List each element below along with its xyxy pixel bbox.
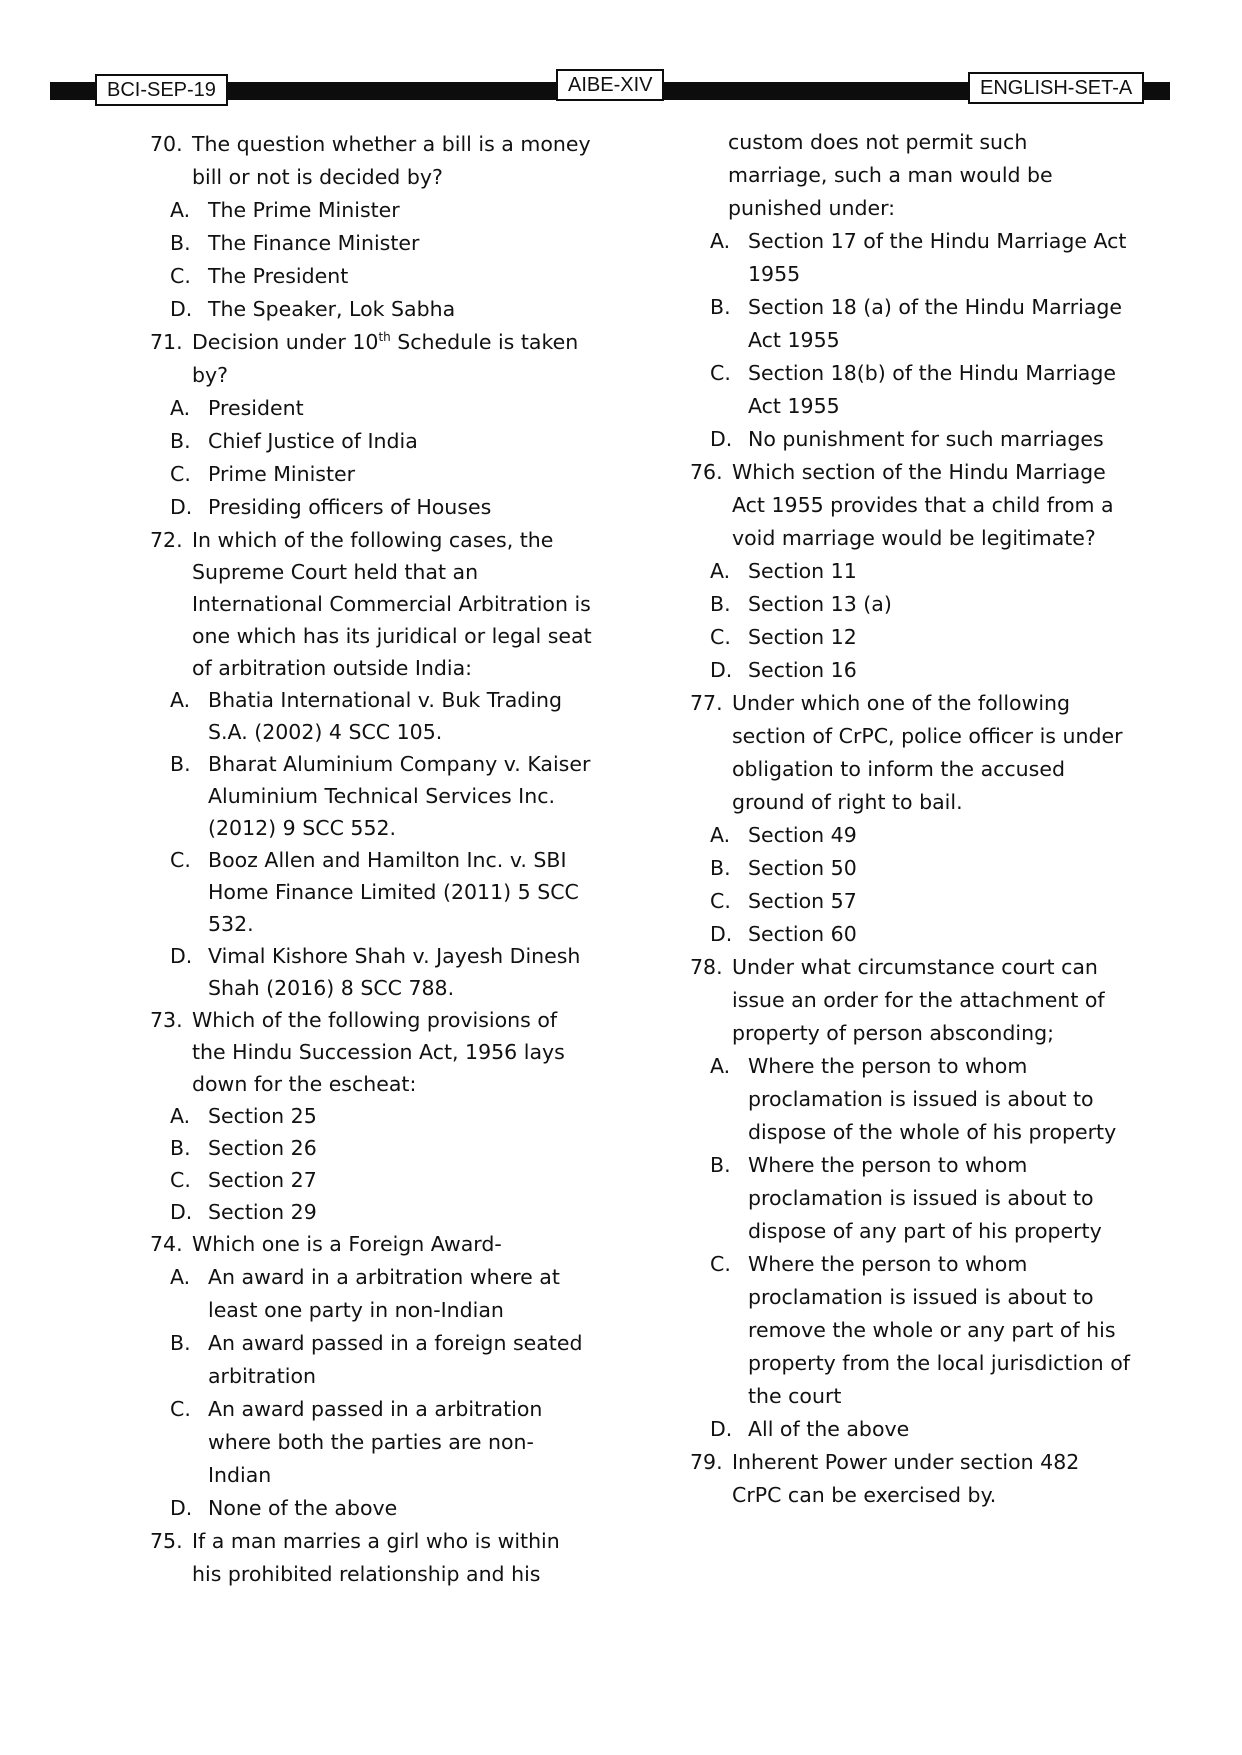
question-text: 79. Inherent Power under section 482 CrPC can be exercised by. bbox=[690, 1446, 1130, 1512]
option-d: D. Section 16 bbox=[710, 658, 857, 682]
header-set: ENGLISH-SET-A bbox=[968, 72, 1144, 104]
question-continuation: custom does not permit such marriage, such a man would be punished under: bbox=[728, 130, 1053, 220]
question-text: 75. If a man marries a girl who is within his prohibited relationship and his bbox=[150, 1525, 595, 1591]
question-text: 74. Which one is a Foreign Award- bbox=[150, 1228, 595, 1261]
option-a: A. President bbox=[170, 396, 304, 420]
question-78 bbox=[690, 951, 1130, 1446]
question-number: 73. bbox=[150, 1008, 183, 1032]
header-exam: AIBE-XIV bbox=[556, 69, 664, 101]
option-d: D. All of the above bbox=[710, 1417, 910, 1441]
question-text: 78. Under what circumstance court can issue an order for the attachment of property of person absconding; bbox=[690, 951, 1130, 1050]
option-c: C. Section 18(b) of the Hindu Marriage Act 1955 bbox=[710, 361, 1116, 418]
option-a: A. Section 17 of the Hindu Marriage Act 1955 bbox=[710, 229, 1127, 286]
question-number: 72. bbox=[150, 528, 183, 552]
question-text: 77. Under which one of the following section of CrPC, police officer is under obligation to inform the accused ground of right to bail. bbox=[690, 687, 1130, 819]
question-79 bbox=[690, 1446, 1130, 1512]
option-c: C. Booz Allen and Hamilton Inc. v. SBI Home Finance Limited (2011) 5 SCC 532. bbox=[170, 848, 579, 936]
option-a: A. Section 25 bbox=[170, 1104, 317, 1128]
option-c: C. Section 12 bbox=[710, 625, 857, 649]
question-75-continued bbox=[690, 126, 1130, 456]
option-b: B. The Finance Minister bbox=[170, 231, 420, 255]
left-column bbox=[150, 128, 595, 1591]
option-b: B. Where the person to whom proclamation is issued is about to dispose of any part of his property bbox=[710, 1153, 1102, 1243]
option-a: A. Where the person to whom proclamation is issued is about to dispose of the whole of his property bbox=[710, 1054, 1117, 1144]
question-text: 73. Which of the following provisions of the Hindu Succession Act, 1956 lays down for the escheat: bbox=[150, 1004, 595, 1100]
option-b: B. Section 50 bbox=[710, 856, 857, 880]
option-c: C. Section 27 bbox=[170, 1168, 317, 1192]
option-b: B. An award passed in a foreign seated arbitration bbox=[170, 1331, 583, 1388]
option-c: C. The President bbox=[170, 264, 349, 288]
header-code: BCI-SEP-19 bbox=[95, 74, 228, 106]
option-c: C. Section 57 bbox=[710, 889, 857, 913]
option-d: D. None of the above bbox=[170, 1496, 398, 1520]
option-d: D. Vimal Kishore Shah v. Jayesh Dinesh Shah (2016) 8 SCC 788. bbox=[170, 944, 581, 1000]
option-a: A. Bhatia International v. Buk Trading S.A. (2002) 4 SCC 105. bbox=[170, 688, 563, 744]
question-number: 74. bbox=[150, 1232, 183, 1256]
question-76 bbox=[690, 456, 1130, 687]
option-a: A. An award in a arbitration where at least one party in non-Indian bbox=[170, 1265, 560, 1322]
question-number: 75. bbox=[150, 1529, 183, 1553]
question-number: 70. bbox=[150, 132, 183, 156]
question-text: 76. Which section of the Hindu Marriage Act 1955 provides that a child from a void marriage would be legitimate? bbox=[690, 456, 1130, 555]
option-d: D. No punishment for such marriages bbox=[710, 427, 1104, 451]
question-text: 70. The question whether a bill is a money bill or not is decided by? bbox=[150, 128, 595, 194]
option-b: B. Bharat Aluminium Company v. Kaiser Aluminium Technical Services Inc. (2012) 9 SCC 552. bbox=[170, 752, 591, 840]
question-number: 79. bbox=[690, 1450, 723, 1474]
option-c: C. An award passed in a arbitration where both the parties are non-Indian bbox=[170, 1397, 543, 1487]
question-number: 71. bbox=[150, 330, 183, 354]
right-column bbox=[690, 126, 1130, 1512]
option-b: B. Section 26 bbox=[170, 1136, 317, 1160]
question-text: 72. In which of the following cases, the Supreme Court held that an International Commercial Arbitration is one which has its juridical or legal seat of arbitration outside India: bbox=[150, 524, 595, 684]
option-a: A. The Prime Minister bbox=[170, 198, 400, 222]
question-74 bbox=[150, 1228, 595, 1525]
question-text: 71. Decision under 10th Schedule is taken by? bbox=[150, 326, 595, 392]
question-77 bbox=[690, 687, 1130, 951]
option-d: D. Section 29 bbox=[170, 1200, 317, 1224]
option-b: B. Chief Justice of India bbox=[170, 429, 418, 453]
option-d: D. Presiding officers of Houses bbox=[170, 495, 492, 519]
question-75 bbox=[150, 1525, 595, 1591]
option-b: B. Section 13 (a) bbox=[710, 592, 892, 616]
option-d: D. The Speaker, Lok Sabha bbox=[170, 297, 456, 321]
question-70 bbox=[150, 128, 595, 326]
option-a: A. Section 49 bbox=[710, 823, 857, 847]
question-71 bbox=[150, 326, 595, 524]
option-b: B. Section 18 (a) of the Hindu Marriage Act 1955 bbox=[710, 295, 1123, 352]
option-a: A. Section 11 bbox=[710, 559, 857, 583]
question-number: 78. bbox=[690, 955, 723, 979]
question-number: 77. bbox=[690, 691, 723, 715]
option-c: C. Prime Minister bbox=[170, 462, 356, 486]
question-number: 76. bbox=[690, 460, 723, 484]
question-73 bbox=[150, 1004, 595, 1228]
question-72 bbox=[150, 524, 595, 1004]
option-c: C. Where the person to whom proclamation is issued is about to remove the whole or any part of his property from the local jurisdiction of the court bbox=[710, 1252, 1130, 1408]
option-d: D. Section 60 bbox=[710, 922, 857, 946]
